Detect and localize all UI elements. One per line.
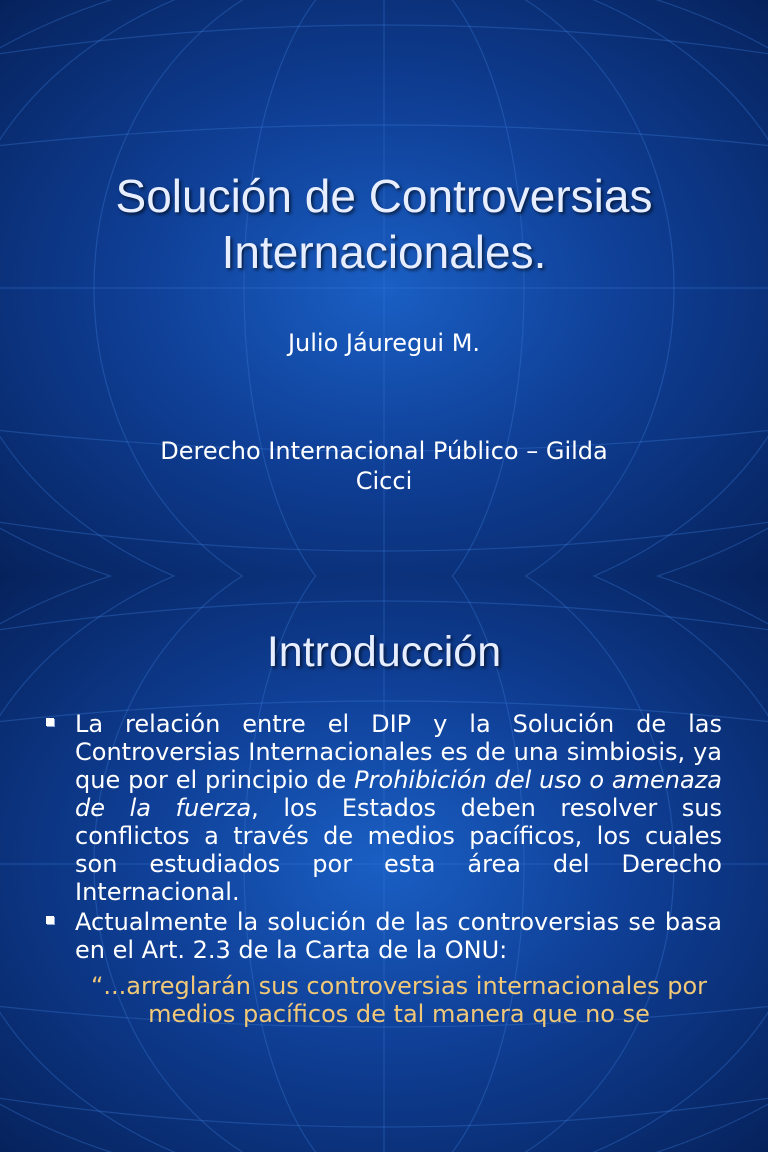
bullet-text-start: La relación entre el DIP y la Solución de las Controversias Internacionales es de una simbiosis, ya que por el principio de <box>75 710 722 794</box>
course-line-1: Derecho Internacional Público – Gilda <box>160 437 608 465</box>
course-line-2: Cicci <box>355 467 413 495</box>
course-info <box>60 436 708 496</box>
bullet-item <box>38 908 722 964</box>
bullet-text: Actualmente la solución de las controversias se basa en el Art. 2.3 de la Carta de la ONU: <box>75 908 722 964</box>
slide-title: Introducción <box>266 628 502 676</box>
square-bullet-icon <box>46 718 54 726</box>
bullet-emphasis: Prohibición del uso o amenaza de la fuerza <box>75 766 722 822</box>
bullet-text-end: , los Estados deben resolver sus conflictos a través de medios pacíficos, los cuales son estudiados por esta área del Derecho Internacional. <box>75 794 723 906</box>
bullet-list <box>38 710 722 966</box>
author-name: Julio Jáuregui M. <box>287 329 481 357</box>
bullet-item <box>38 710 722 906</box>
title-line-1: Solución de Controversias <box>115 170 653 222</box>
charter-quote: “...arreglarán sus controversias internacionales por medios pacíficos de tal manera que no se <box>90 972 708 1028</box>
square-bullet-icon <box>46 916 54 924</box>
title-line-2: Internacionales. <box>221 226 547 278</box>
introduction-slide <box>0 576 768 1152</box>
slide-title <box>0 168 768 280</box>
